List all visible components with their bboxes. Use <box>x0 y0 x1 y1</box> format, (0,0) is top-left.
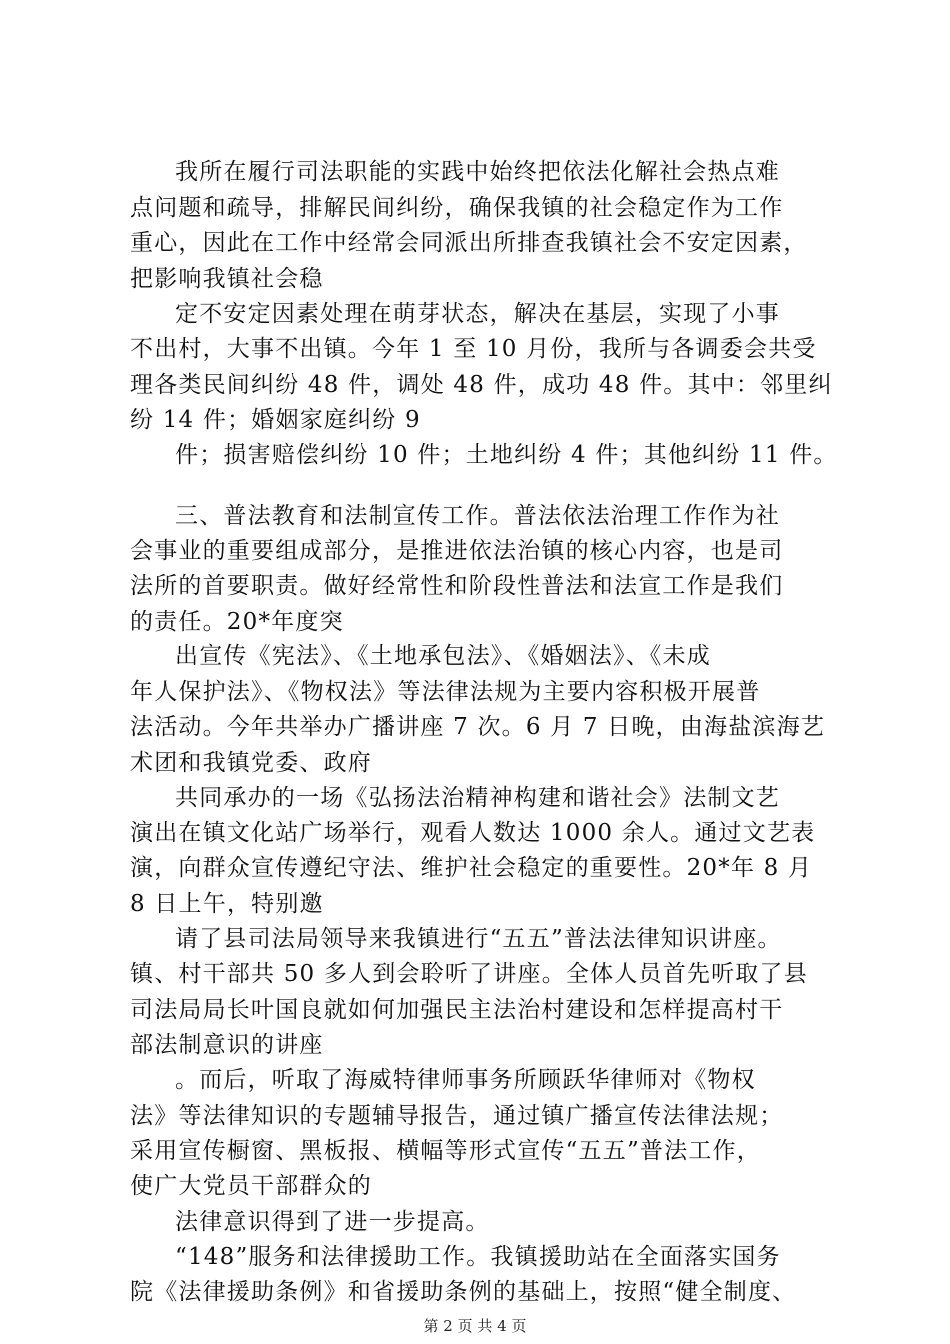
text-line: 部法制意识的讲座 <box>130 1032 324 1058</box>
text-line: 术团和我镇党委、政府 <box>130 750 372 776</box>
text-line: 请了县司法局领导来我镇进行“五五”普法法律知识讲座。 <box>175 926 782 952</box>
text-line: 。而后，听取了海威特律师事务所顾跃华律师对《物权 <box>175 1067 756 1093</box>
text-line: 的责任。20*年度突 <box>130 609 344 635</box>
text-line: 出宣传《宪法》、《土地承包法》、《婚姻法》、《未成 <box>175 643 711 669</box>
text-line: 镇、村干部共 50 多人到会聆听了讲座。全体人员首先听取了县 <box>130 961 808 987</box>
text-line: “148”服务和法律援助工作。我镇援助站在全面落实国务 <box>175 1244 781 1270</box>
page-footer: 第 2 页 共 4 页 <box>423 1317 527 1335</box>
text-line: 演，向群众宣传遵纪守法、维护社会稳定的重要性。20*年 8 月 <box>130 855 813 881</box>
text-line: 会事业的重要组成部分，是推进依法治镇的核心内容，也是司 <box>130 538 784 564</box>
text-line: 纷 14 件；婚姻家庭纠纷 9 <box>130 407 421 433</box>
text-line: 法活动。今年共举办广播讲座 7 次。6 月 7 日晚，由海盐滨海艺 <box>130 714 826 740</box>
text-line: 重心，因此在工作中经常会同派出所排查我镇社会不安定因素， <box>130 230 808 256</box>
text-line: 我所在履行司法职能的实践中始终把依法化解社会热点难 <box>175 159 780 185</box>
text-line: 司法局局长叶国良就如何加强民主法治村建设和怎样提高村干 <box>130 997 784 1023</box>
text-line: 件；损害赔偿纠纷 10 件；土地纠纷 4 件；其他纠纷 11 件。 <box>175 442 838 468</box>
text-line: 共同承办的一场《弘扬法治精神构建和谐社会》法制文艺 <box>175 785 780 811</box>
text-line: 定不安定因素处理在萌芽状态，解决在基层，实现了小事 <box>175 301 780 327</box>
text-line: 年人保护法》、《物权法》等法律法规为主要内容积极开展普 <box>130 679 761 705</box>
text-line: 点问题和疏导，排解民间纠纷，确保我镇的社会稳定作为工作 <box>130 195 784 221</box>
text-line: 法》等法律知识的专题辅导报告，通过镇广播宣传法律法规； <box>130 1103 784 1129</box>
text-line: 院《法律援助条例》和省援助条例的基础上，按照“健全制度、 <box>130 1279 797 1305</box>
text-line: 采用宣传橱窗、黑板报、横幅等形式宣传“五五”普法工作， <box>130 1138 761 1164</box>
text-line: 把影响我镇社会稳 <box>130 266 324 292</box>
text-line: 8 日上午，特别邀 <box>130 891 324 917</box>
text-line: 使广大党员干部群众的 <box>130 1173 372 1199</box>
text-line: 法律意识得到了进一步提高。 <box>175 1209 490 1235</box>
text-line: 法所的首要职责。做好经常性和阶段性普法和法宣工作是我们 <box>130 573 784 599</box>
text-line: 不出村，大事不出镇。今年 1 至 10 月份，我所与各调委会共受 <box>130 336 817 362</box>
text-line: 三、普法教育和法制宣传工作。普法依法治理工作作为社 <box>175 503 780 529</box>
text-line: 理各类民间纠纷 48 件，调处 48 件，成功 48 件。其中：邻里纠 <box>130 372 833 398</box>
text-line: 演出在镇文化站广场举行，观看人数达 1000 余人。通过文艺表 <box>130 820 816 846</box>
